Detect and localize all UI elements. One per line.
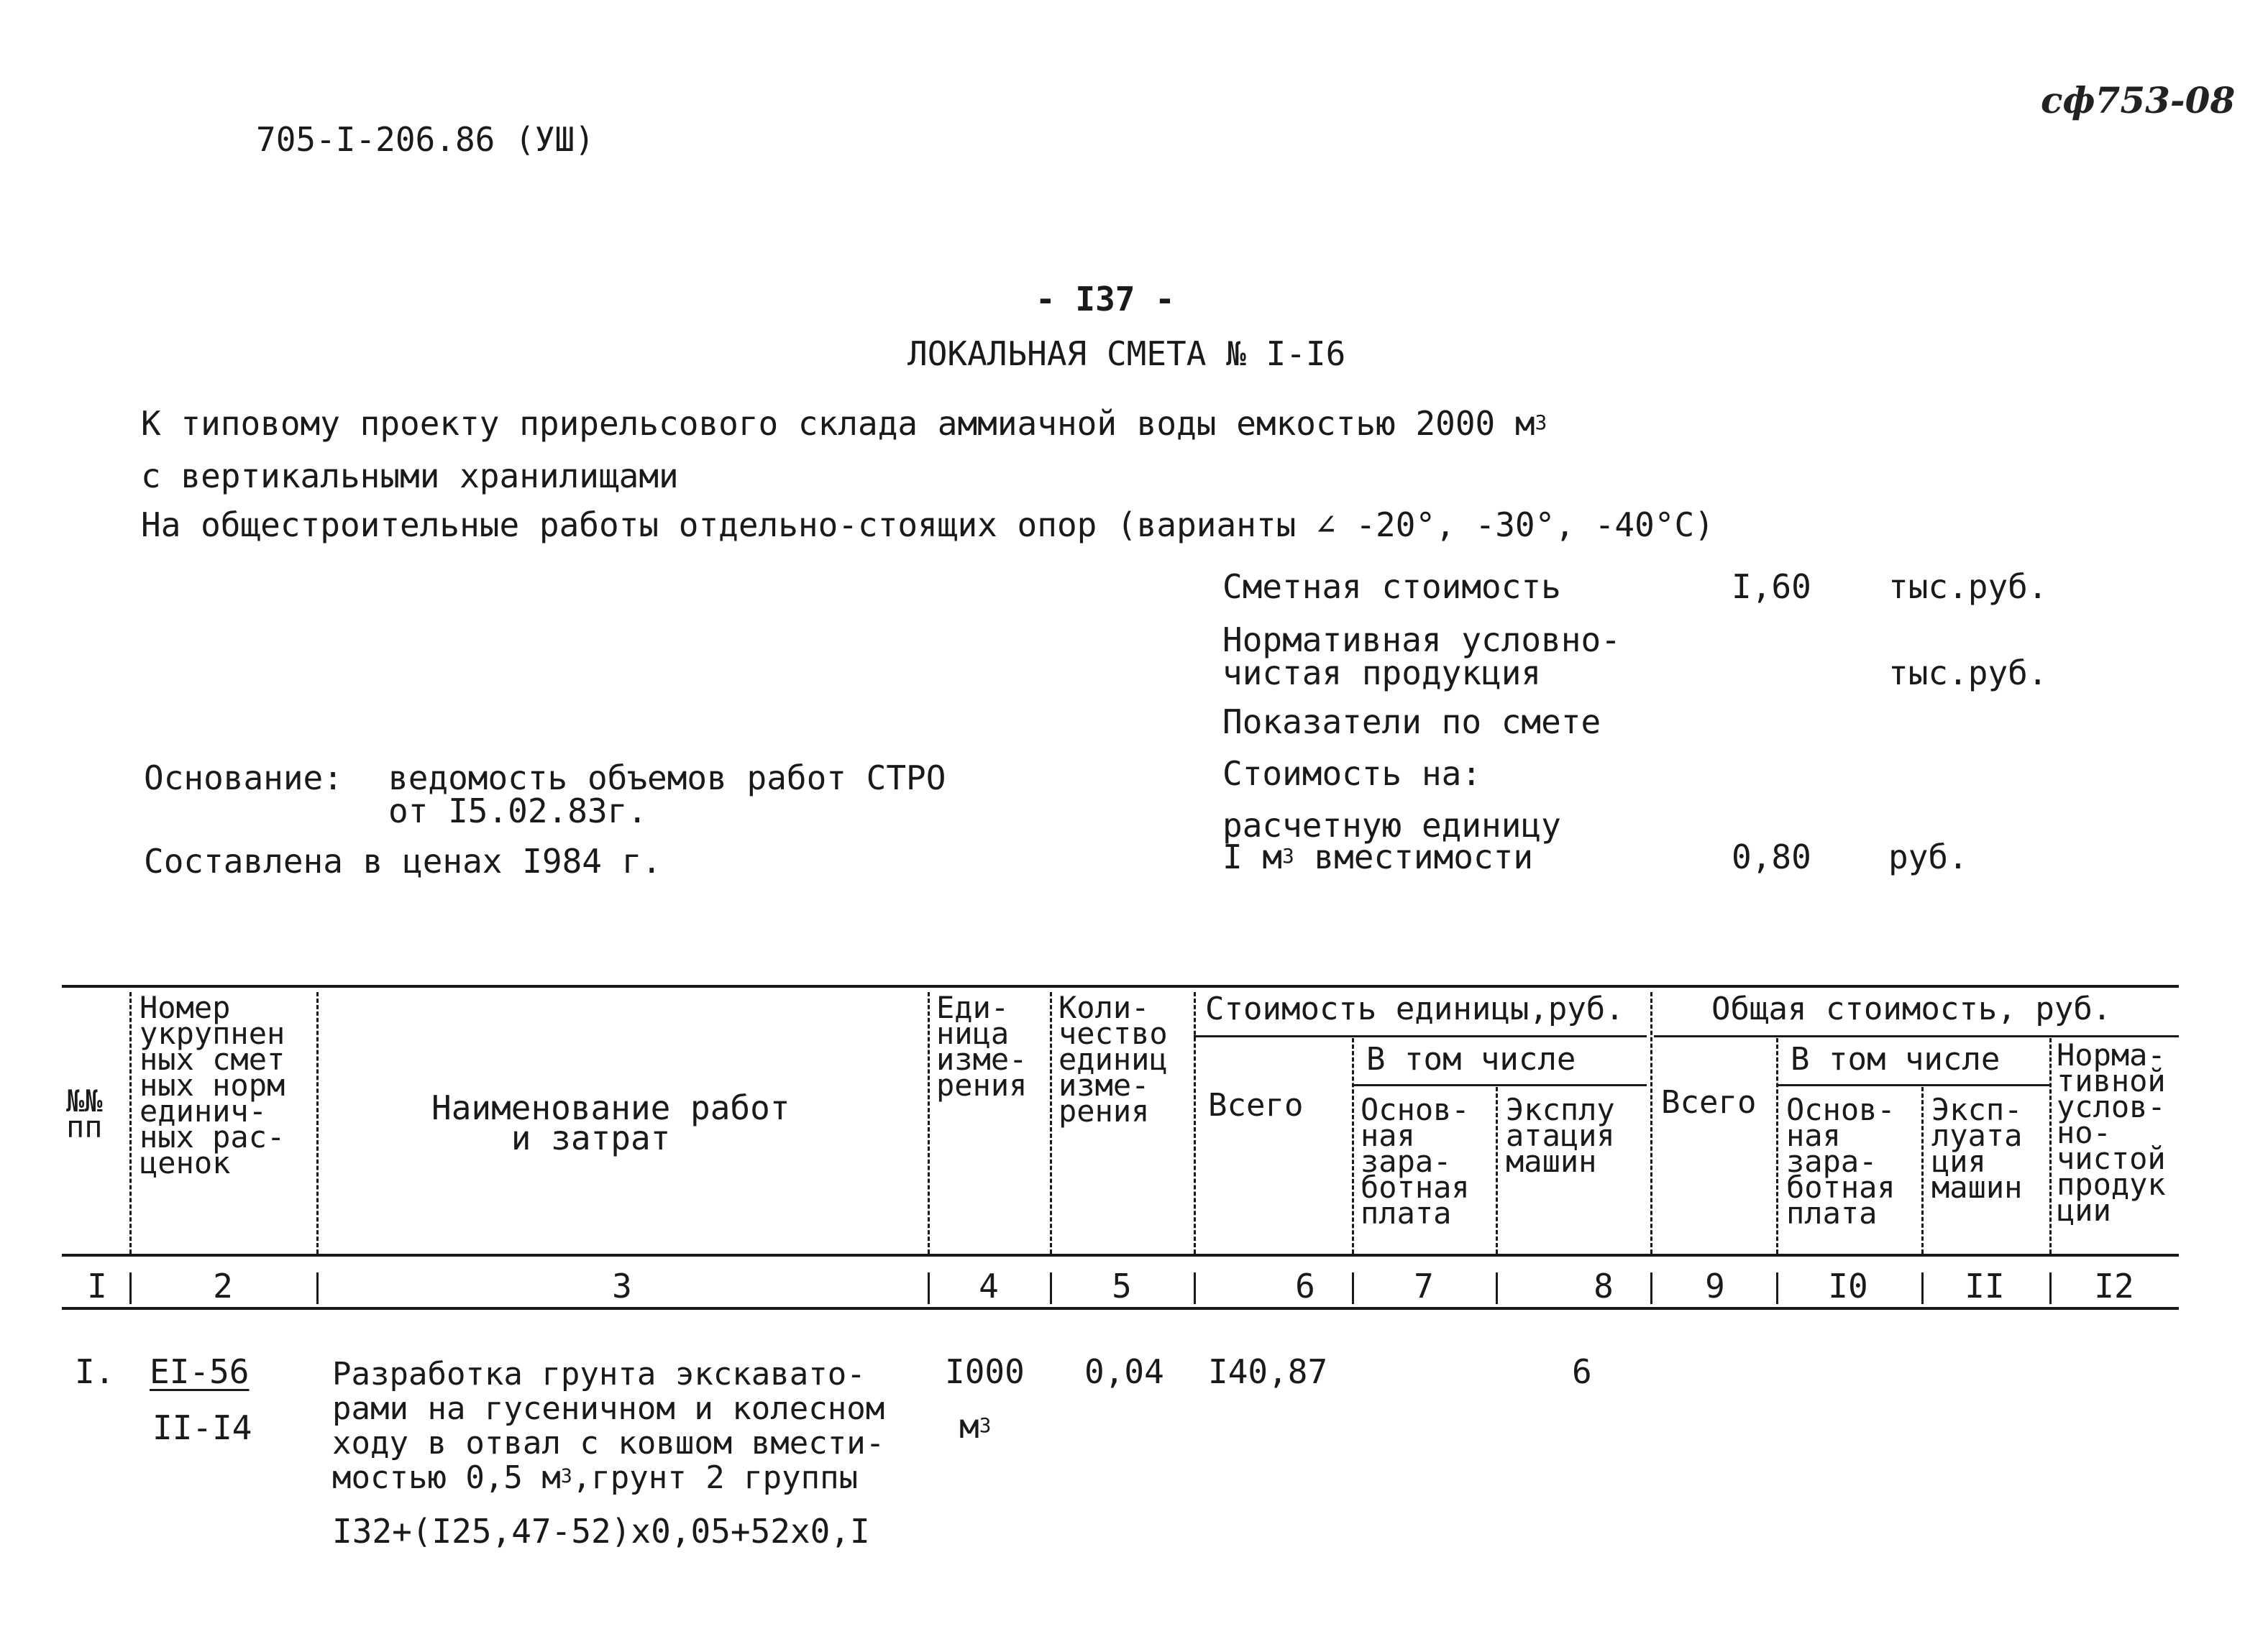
colnum-11: II bbox=[1965, 1267, 2005, 1306]
unit-unit: руб. bbox=[1888, 838, 1968, 876]
colnum-8: 8 bbox=[1593, 1267, 1614, 1306]
sep-4 bbox=[1050, 992, 1052, 1254]
header-col-12: Норма- тивной услов- но- чистой продук ции bbox=[2057, 1037, 2166, 1228]
colnum-4: 4 bbox=[979, 1267, 999, 1306]
colnum-6: 6 bbox=[1295, 1267, 1315, 1306]
cost-label: Сметная стоимость bbox=[1222, 567, 1561, 606]
sep-10 bbox=[1921, 1087, 1924, 1254]
numrow-sep bbox=[928, 1272, 930, 1304]
sep-3 bbox=[928, 992, 930, 1254]
prices-text: Составлена в ценах I984 г. bbox=[144, 842, 662, 881]
unit-cost-group: Стоимость единицы,руб. bbox=[1205, 991, 1624, 1027]
colnum-10: I0 bbox=[1828, 1267, 1868, 1306]
header-col-9: Всего bbox=[1661, 1084, 1757, 1121]
unit-cost-group-line bbox=[1194, 1035, 1647, 1037]
unit-of-measure: I000 bbox=[945, 1352, 1025, 1391]
header-col-7: Основ- ная зара- ботная плата bbox=[1361, 1092, 1470, 1231]
colnum-2: 2 bbox=[213, 1267, 233, 1306]
unit-value: 0,80 bbox=[1732, 838, 1811, 876]
colnum-1: I bbox=[87, 1267, 107, 1306]
numrow-sep bbox=[1496, 1272, 1498, 1304]
header-col-3: Наименование работ и затрат bbox=[431, 1088, 790, 1157]
header-col-5: Коли- чество единиц изме- рения bbox=[1058, 990, 1168, 1129]
column-numbers-border bbox=[62, 1307, 2179, 1310]
numrow-sep bbox=[129, 1272, 132, 1304]
numrow-sep bbox=[316, 1272, 319, 1304]
numrow-sep bbox=[1050, 1272, 1052, 1304]
colnum-5: 5 bbox=[1112, 1267, 1132, 1306]
unit-label-2: I $м^3$ вместимости bbox=[1222, 838, 1534, 876]
indicators-label: Показатели по смете bbox=[1222, 702, 1601, 741]
unit-of-measure-2: $м^3$ bbox=[959, 1407, 992, 1446]
colnum-9: 9 bbox=[1705, 1267, 1725, 1306]
numrow-sep bbox=[1352, 1272, 1354, 1304]
sep-8 bbox=[1650, 992, 1652, 1254]
price-formula: I32+(I25,47-52)x0,05+52x0,I bbox=[332, 1512, 870, 1551]
header-col-4: Еди- ница изме- рения bbox=[936, 990, 1028, 1103]
cost-unit: тыс.руб. bbox=[1888, 567, 2048, 606]
project-line-2: с вертикальными хранилищами bbox=[141, 457, 679, 495]
table-top-border bbox=[62, 985, 2179, 988]
sep-2 bbox=[316, 992, 319, 1254]
net-product-label-2: чистая продукция bbox=[1222, 653, 1542, 692]
cost-per-label: Стоимость на: bbox=[1222, 754, 1482, 793]
quantity: 0,04 bbox=[1084, 1352, 1164, 1391]
numrow-sep bbox=[1921, 1272, 1924, 1304]
unit-cost-total: I40,87 bbox=[1208, 1352, 1328, 1391]
sep-9 bbox=[1776, 1038, 1778, 1254]
sep-6 bbox=[1352, 1038, 1354, 1254]
sep-7 bbox=[1496, 1087, 1498, 1254]
basis-text-2: от I5.02.83г. bbox=[388, 792, 648, 830]
header-bottom-border bbox=[62, 1254, 2179, 1257]
header-col-2: Номер укрупнен ных смет ных норм единич- ных рас- ценок bbox=[140, 990, 285, 1180]
numrow-sep bbox=[1776, 1272, 1778, 1304]
header-col-6: Всего bbox=[1208, 1087, 1304, 1124]
basis-text-1: ведомость объемов работ СТРО bbox=[388, 758, 946, 797]
page-number: - I37 - bbox=[1035, 280, 1175, 318]
cost-value: I,60 bbox=[1732, 567, 1811, 606]
header-col-11: Эксп- луата ция машин bbox=[1931, 1092, 2023, 1205]
numrow-sep bbox=[1650, 1272, 1652, 1304]
incl-1: В том числе bbox=[1366, 1041, 1576, 1078]
sep-1 bbox=[129, 992, 132, 1254]
row-number: I. bbox=[75, 1352, 115, 1391]
incl-2-line bbox=[1776, 1084, 2049, 1086]
header-col-10: Основ- ная зара- ботная плата bbox=[1786, 1092, 1896, 1231]
net-product-unit: тыс.руб. bbox=[1888, 653, 2048, 692]
handwritten-mark: сф753-08 bbox=[2041, 79, 2236, 121]
colnum-3: 3 bbox=[612, 1267, 632, 1306]
unit-cost-machines: 6 bbox=[1572, 1352, 1592, 1391]
header-col-8: Эксплу атация машин bbox=[1506, 1092, 1615, 1179]
document-code: 705-I-206.86 (УШ) bbox=[256, 120, 595, 159]
norm-code-top: EI-56 bbox=[150, 1352, 250, 1391]
numrow-sep bbox=[2049, 1272, 2052, 1304]
basis-label: Основание: bbox=[144, 758, 343, 797]
sep-5 bbox=[1194, 992, 1196, 1254]
project-line-1: К типовому проекту прирельсового склада аммиачной воды емкостью 2000 $м^3$ bbox=[141, 404, 1547, 443]
unit-label-1: расчетную единицу bbox=[1222, 806, 1561, 845]
incl-2: В том числе bbox=[1791, 1041, 2000, 1078]
numrow-sep bbox=[1194, 1272, 1196, 1304]
colnum-12: I2 bbox=[2094, 1267, 2134, 1306]
total-cost-group: Общая стоимость, руб. bbox=[1711, 991, 2112, 1027]
incl-1-line bbox=[1352, 1084, 1647, 1086]
project-line-3: На общестроительные работы отдельно-стоящих опор (варианты ∠ -20°, -30°, -40°С) bbox=[141, 505, 1714, 544]
colnum-7: 7 bbox=[1414, 1267, 1434, 1306]
estimate-title: ЛОКАЛЬНАЯ СМЕТА № I-I6 bbox=[907, 334, 1346, 373]
header-col-1: №№ пп bbox=[66, 1083, 103, 1144]
norm-code-bottom: II-I4 bbox=[152, 1408, 252, 1447]
work-name: Разработка грунта экскавато- рами на гусеничном и колесном ходу в отвал с ковшом вмести- мостью 0,5 $м^3,грунт$ 2 группы bbox=[332, 1356, 885, 1496]
net-product-label-1: Нормативная условно- bbox=[1222, 620, 1621, 659]
sep-11 bbox=[2049, 1038, 2052, 1254]
